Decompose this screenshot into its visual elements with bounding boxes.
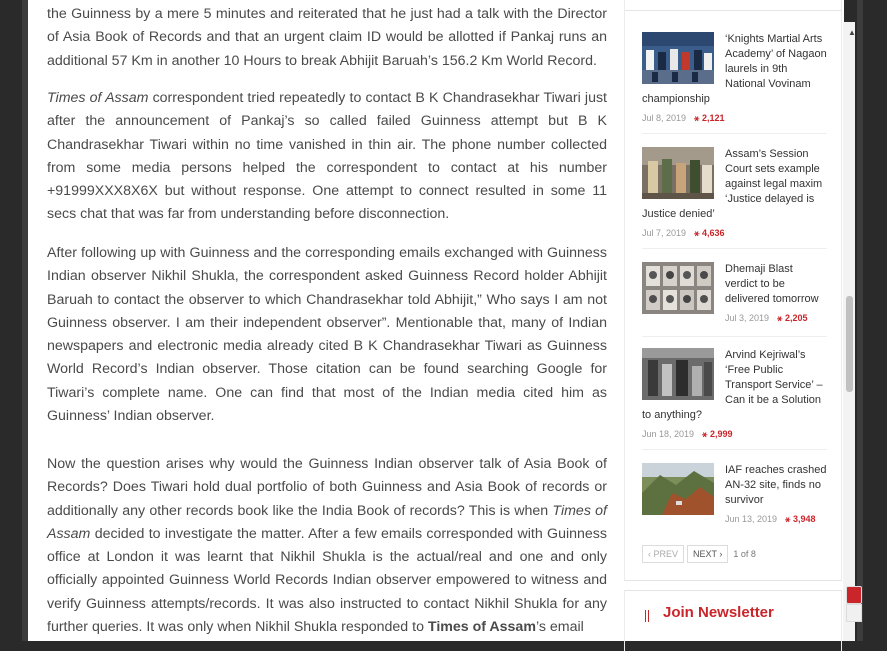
divider (642, 248, 827, 249)
publication-name: Times of Assam (427, 619, 536, 636)
post-date: Jun 13, 2019 (725, 514, 778, 524)
post-title-wrap[interactable]: to anything? (642, 409, 702, 421)
views-count: ⚹ 2,999 (702, 429, 733, 439)
next-button[interactable] (687, 545, 728, 563)
post-title[interactable]: Assam’s Session Court sets example against legal maxim ‘Justice delayed is (725, 148, 823, 205)
page (28, 0, 844, 641)
article-paragraph (47, 453, 607, 639)
views-value: 2,999 (709, 429, 733, 439)
paragraph-text: decided to investigate the matter. After a few emails corresponded with Guinness office at London it was learnt that Nikhil Shukla is the actual/real and one and only officially appointed Guinness World Records Indian observer empowered to witness and verify Guinness attempts/records. It was also instructed to contact Nikhil Shukla for any further queries. It was only when Nikhil Shukla responded to (47, 525, 607, 636)
window-edge-right (857, 0, 863, 641)
article-paragraph (47, 87, 607, 227)
post-thumbnail[interactable] (642, 32, 714, 84)
publication-name: Times of Assam (47, 90, 149, 106)
publication-name: Times of Assam (47, 502, 607, 542)
sidebar-post[interactable] (642, 147, 827, 241)
page-info: 1 of 8 (733, 549, 756, 559)
views-count: ⚹ 4,636 (694, 228, 725, 238)
post-title[interactable]: ‘Knights Martial Arts Academy’ of Nagaon laurels in 9th National Vovinam (725, 33, 827, 90)
divider (642, 336, 827, 337)
views-value: 2,205 (784, 313, 808, 323)
chevron-right-icon: › (719, 549, 723, 559)
scrollbar-thumb[interactable] (846, 296, 853, 392)
post-date: Jul 7, 2019 (642, 228, 687, 238)
post-date: Jul 8, 2019 (642, 113, 687, 123)
views-value: 3,948 (792, 514, 816, 524)
article-paragraph: the Guinness by a mere 5 minutes and reiterated that he just had a talk with the Director of Asia Book of Records and that an urgent claim ID would be allotted if Pankaj runs an additional 57 Km in another 10 Hours to break Abhijit Baruah’s 156.2 Km World Record. (47, 6, 607, 69)
divider (642, 449, 827, 450)
share-button[interactable] (846, 586, 862, 604)
prev-label: PREV (653, 549, 679, 559)
post-meta (642, 427, 827, 442)
post-thumbnail[interactable] (642, 147, 714, 199)
scroll-up-icon[interactable]: ▲ (848, 28, 856, 37)
post-title-wrap[interactable]: championship (642, 93, 710, 105)
post-meta (725, 512, 827, 527)
sidebar-post[interactable] (642, 463, 827, 527)
views-count: ⚹ 3,948 (785, 514, 816, 524)
post-title[interactable]: Dhemaji Blast verdict to be delivered tomorrow (725, 263, 819, 305)
pagination (642, 545, 756, 563)
sidebar-post[interactable] (642, 32, 827, 126)
article-paragraph: After following up with Guinness and the corresponding emails exchanged with Guinness Indian observer Nikhil Shukla, the correspondent asked Guinness Record holder Abhijit Baruah to contact the observer to which Chandrasekhar told Abhijit,” Who says I am not Guinness observer. I am their independent observer”. Mentionable that, many of Indian newspapers and electronic media already cited B K Chandrasekhar Tiwari as Guinness World Record’s Indian observer. Those citation can be found searching Google for Tiwari’s complete name. One can find that most of the Indian media cited him as Guinness’ Indian observer. (47, 245, 607, 425)
post-meta (642, 111, 827, 126)
chevron-left-icon: ‹ (648, 549, 651, 559)
popular-posts-widget (624, 0, 842, 581)
views-value: 2,121 (701, 113, 725, 123)
divider (642, 133, 827, 134)
floating-button[interactable] (846, 604, 862, 622)
paragraph-text: ’s email (535, 619, 584, 636)
divider (625, 10, 841, 11)
newsletter-title: Join Newsletter (663, 604, 774, 621)
post-title[interactable]: Arvind Kejriwal’s ‘Free Public Transport Service’ – Can it be a Solution (725, 349, 823, 406)
views-count: ⚹ 2,121 (694, 113, 725, 123)
views-value: 4,636 (701, 228, 725, 238)
paragraph-text: Now the question arises why would the Guinness Indian observer talk of Asia Book of Records? Does Tiwari hold dual portfolio of both Guinness and Asia Book of records or additionally any other records book like the India Book of records? This is when (47, 456, 607, 519)
prev-button[interactable] (642, 545, 684, 563)
post-thumbnail[interactable] (642, 348, 714, 400)
post-meta (642, 226, 827, 241)
paragraph-text: correspondent tried repeatedly to contact B K Chandrasekhar Tiwari just after the announcement of Pankaj’s so called failed Guinness attempt but B K Chandrasekhar Tiwari within no time vanished in thin air. The phone number collected from some media persons helped the correspondent to contact at his number +91999XXX8X6X but without response. One attempt to connect resulted in some 11 secs chat that was far from understanding before disconnection. (47, 90, 607, 223)
post-date: Jun 18, 2019 (642, 429, 695, 439)
sidebar-post[interactable] (642, 348, 827, 442)
post-title[interactable]: IAF reaches crashed AN-32 site, finds no survivor (725, 464, 827, 506)
post-meta (725, 311, 827, 326)
next-label: NEXT (693, 549, 717, 559)
post-date: Jul 3, 2019 (725, 313, 770, 323)
sidebar (624, 0, 842, 641)
post-title-wrap[interactable]: Justice denied’ (642, 208, 715, 220)
post-thumbnail[interactable] (642, 463, 714, 515)
sidebar-post[interactable] (642, 262, 827, 326)
post-thumbnail[interactable] (642, 262, 714, 314)
newsletter-widget (624, 590, 842, 651)
section-marker-icon (645, 610, 649, 622)
views-count: ⚹ 2,205 (777, 313, 808, 323)
